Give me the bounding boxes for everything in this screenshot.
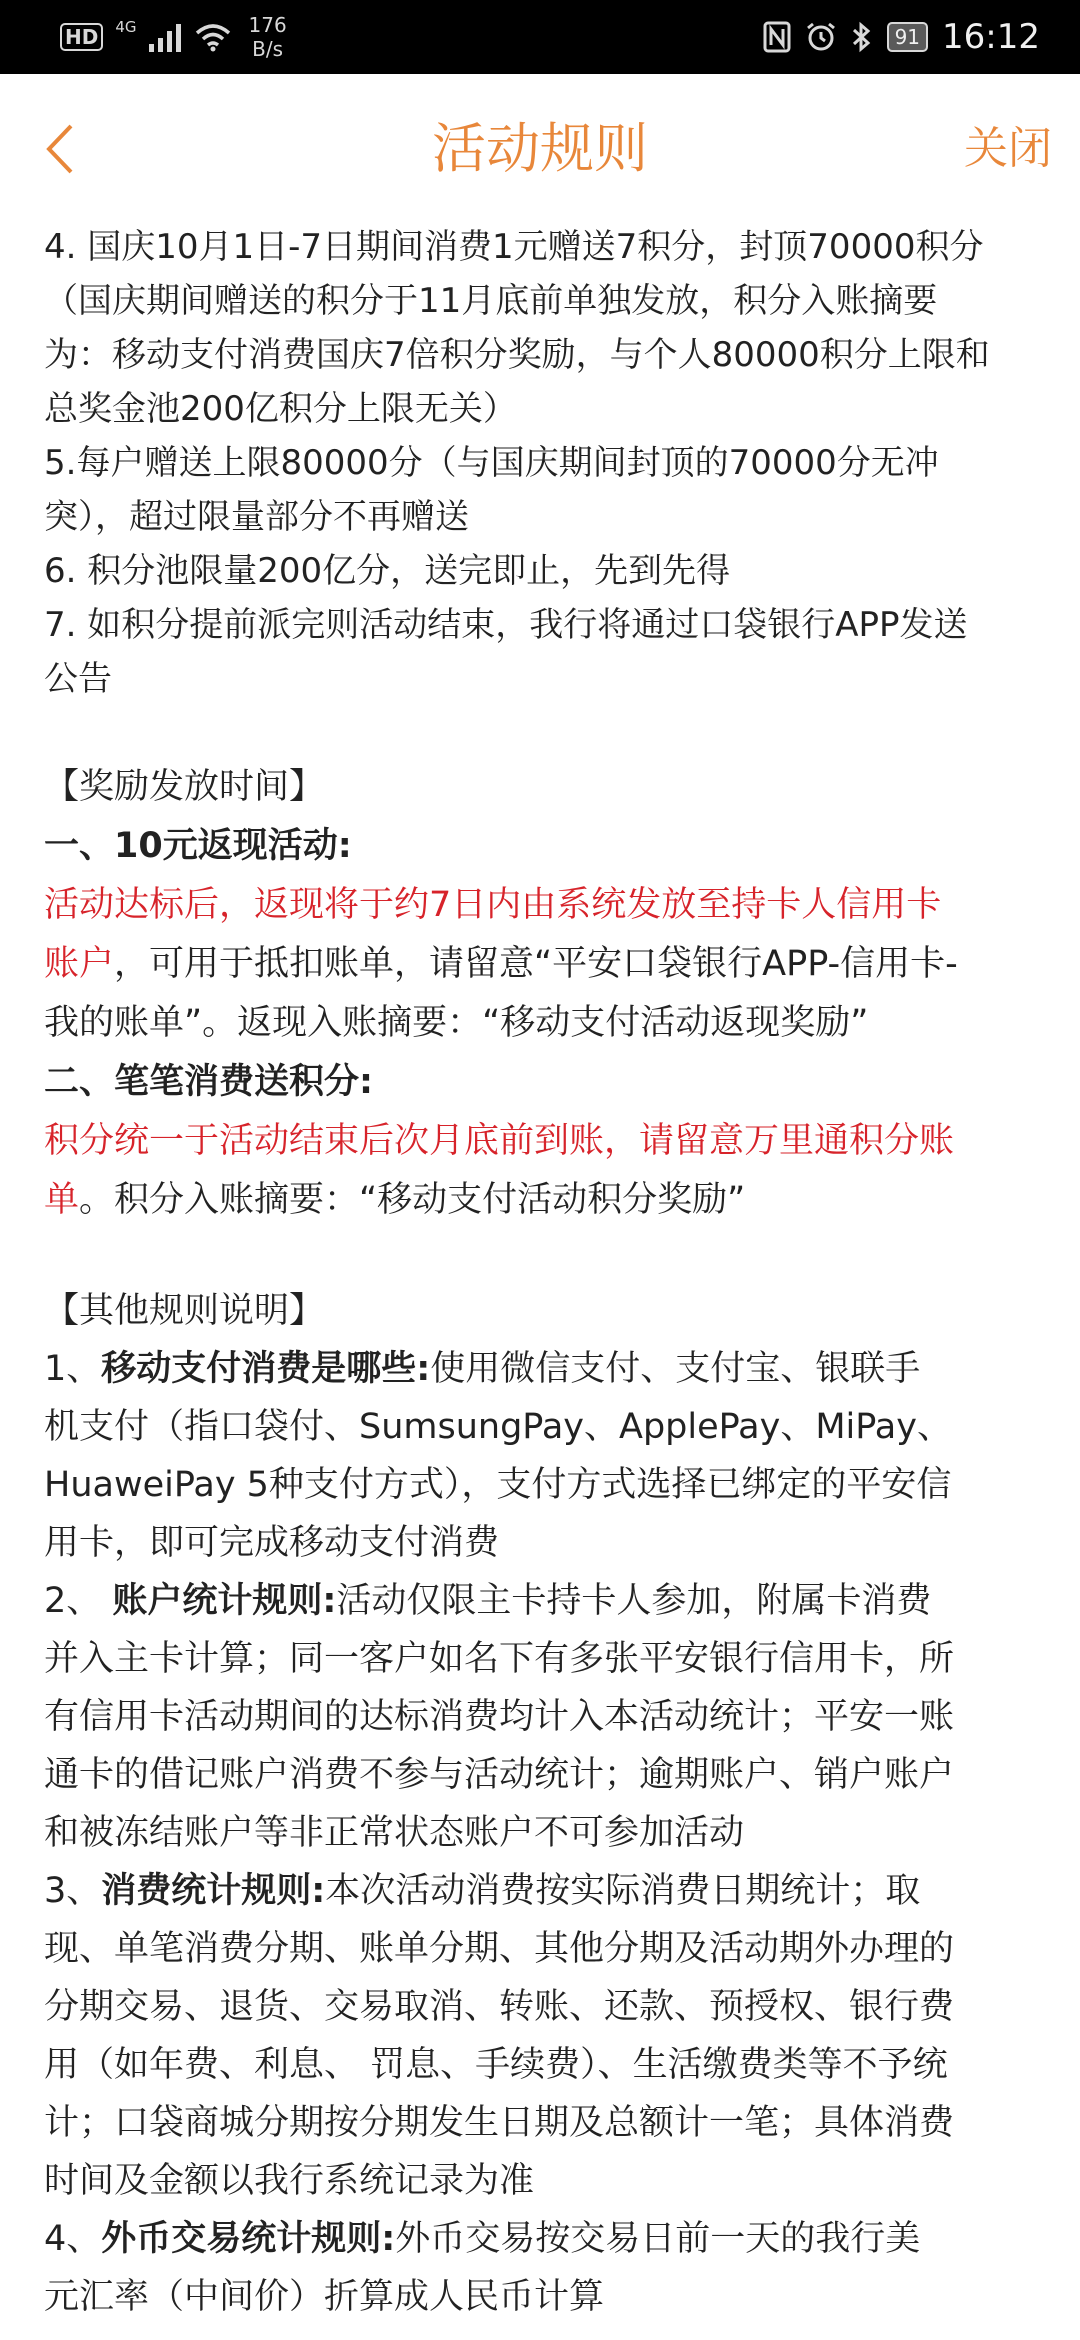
rule1-line2: 机支付（指口袋付、SumsungPay、ApplePay、MiPay、 [44, 1407, 952, 1447]
rule4-text: 外币交易按交易日前一天的我行美 [395, 2219, 921, 2259]
rule-line: 6. 积分池限量200亿分，送完即止，先到先得 [44, 551, 731, 591]
rule-line: 突），超过限量部分不再赠送 [44, 497, 469, 537]
rule-line: 7. 如积分提前派完则活动结束，我行将通过口袋银行APP发送 [44, 605, 968, 645]
rule4-line2: 元汇率（中间价）折算成人民币计算 [44, 2277, 605, 2317]
rule1-line3: HuaweiPay 5种支付方式），支付方式选择已绑定的平安信 [44, 1465, 952, 1505]
wifi-icon [195, 22, 231, 52]
reward-section [44, 758, 1044, 1230]
rule-line: 5.每户赠送上限80000分（与国庆期间封顶的70000分无冲 [44, 443, 939, 483]
rules-content [44, 220, 1044, 2326]
rule2-line1 [44, 1572, 1044, 1630]
rule1-text: 使用微信支付、支付宝、银联手 [430, 1349, 921, 1389]
rule3-line6: 时间及金额以我行系统记录为准 [44, 2161, 535, 2201]
battery-indicator: 91 [887, 22, 928, 52]
network-type: 4G [115, 18, 137, 36]
rule3-line2: 现、单笔消费分期、账单分期、其他分期及活动期外办理的 [44, 1929, 955, 1969]
bluetooth-icon [851, 21, 873, 53]
rule3-line4: 用（如年费、利息、 罚息、手续费）、生活缴费类等不予统 [44, 2045, 948, 2085]
page-title: 活动规则 [432, 117, 648, 180]
rule2-prefix: 2、 [44, 1581, 113, 1621]
rule3-line1 [44, 1862, 1044, 1920]
status-bar [0, 0, 1080, 74]
rule-line: 4. 国庆10月1日-7日期间消费1元赠送7积分，封顶70000积分 [44, 227, 984, 267]
reward-heading: 【奖励发放时间】 [44, 767, 325, 807]
alarm-icon [805, 21, 837, 53]
rule3-prefix: 3、 [44, 1871, 102, 1911]
rule4-prefix: 4、 [44, 2219, 102, 2259]
rule1-title: 移动支付消费是哪些: [101, 1349, 431, 1389]
speed-unit: B/s [252, 37, 284, 61]
rule3-line3: 分期交易、退货、交易取消、转账、还款、预授权、银行费 [44, 1987, 955, 2027]
rule-line: （国庆期间赠送的积分于11月底前单独发放，积分入账摘要 [44, 281, 938, 321]
rule4-title: 外币交易统计规则: [101, 2219, 396, 2259]
reward-part2-highlight-end: 单 [44, 1180, 80, 1220]
rule2-title: 账户统计规则: [112, 1581, 337, 1621]
rule3-line5: 计；口袋商城分期按分期发生日期及总额计一笔；具体消费 [44, 2103, 955, 2143]
rule1-line4: 用卡，即可完成移动支付消费 [44, 1523, 500, 1563]
reward-part2-highlight: 积分统一于活动结束后次月底前到账，请留意万里通积分账 [44, 1121, 955, 1161]
other-rules-heading: 【其他规则说明】 [44, 1291, 325, 1331]
clock: 16:12 [942, 17, 1040, 57]
reward-part1-text: ，可用于抵扣账单，请留意“平安口袋银行APP-信用卡- [114, 944, 958, 984]
rules-list-top [44, 220, 1044, 706]
reward-part2-line2 [44, 1171, 1044, 1230]
rule4-line1 [44, 2210, 1044, 2268]
rule2-line3: 有信用卡活动期间的达标消费均计入本活动统计；平安一账 [44, 1697, 955, 1737]
rule2-line2: 并入主卡计算；同一客户如名下有多张平安银行信用卡，所 [44, 1639, 955, 1679]
other-rules-section [44, 1282, 1044, 2326]
rule3-title: 消费统计规则: [101, 1871, 326, 1911]
rule-line: 总奖金池200亿积分上限无关） [44, 389, 517, 429]
signal-icon [149, 22, 183, 52]
network-speed [249, 13, 287, 61]
rule3-text: 本次活动消费按实际消费日期统计；取 [325, 1871, 921, 1911]
speed-value: 176 [248, 13, 287, 37]
reward-part1-highlight-end: 账户 [44, 944, 115, 984]
nav-header [0, 74, 1080, 226]
spacer [44, 1230, 1044, 1282]
close-button[interactable]: 关闭 [964, 123, 1052, 174]
status-right [763, 0, 1040, 74]
rule2-line5: 和被冻结账户等非正常状态账户不可参加活动 [44, 1813, 745, 1853]
rule-line: 为：移动支付消费国庆7倍积分奖励，与个人80000积分上限和 [44, 335, 990, 375]
rule2-line4: 通卡的借记账户消费不参与活动统计；逾期账户、销户账户 [44, 1755, 955, 1795]
reward-part1-line2 [44, 935, 1044, 994]
hd-badge: HD [60, 23, 103, 51]
rule2-text: 活动仅限主卡持卡人参加，附属卡消费 [336, 1581, 932, 1621]
reward-part1-highlight: 活动达标后，返现将于约7日内由系统发放至持卡人信用卡 [44, 885, 942, 925]
rule-line: 公告 [44, 659, 112, 699]
reward-part1-title: 一、10元返现活动: [44, 826, 352, 866]
nfc-icon [763, 21, 791, 53]
rule1-prefix: 1、 [44, 1349, 102, 1389]
reward-part1-line3: 我的账单”。返现入账摘要：“移动支付活动返现奖励” [44, 1003, 869, 1043]
status-left [60, 0, 287, 74]
reward-part2-title: 二、笔笔消费送积分: [44, 1062, 373, 1102]
rule1-line1 [44, 1340, 1044, 1398]
spacer [44, 706, 1044, 758]
reward-part2-text: 。积分入账摘要：“移动支付活动积分奖励” [79, 1180, 746, 1220]
